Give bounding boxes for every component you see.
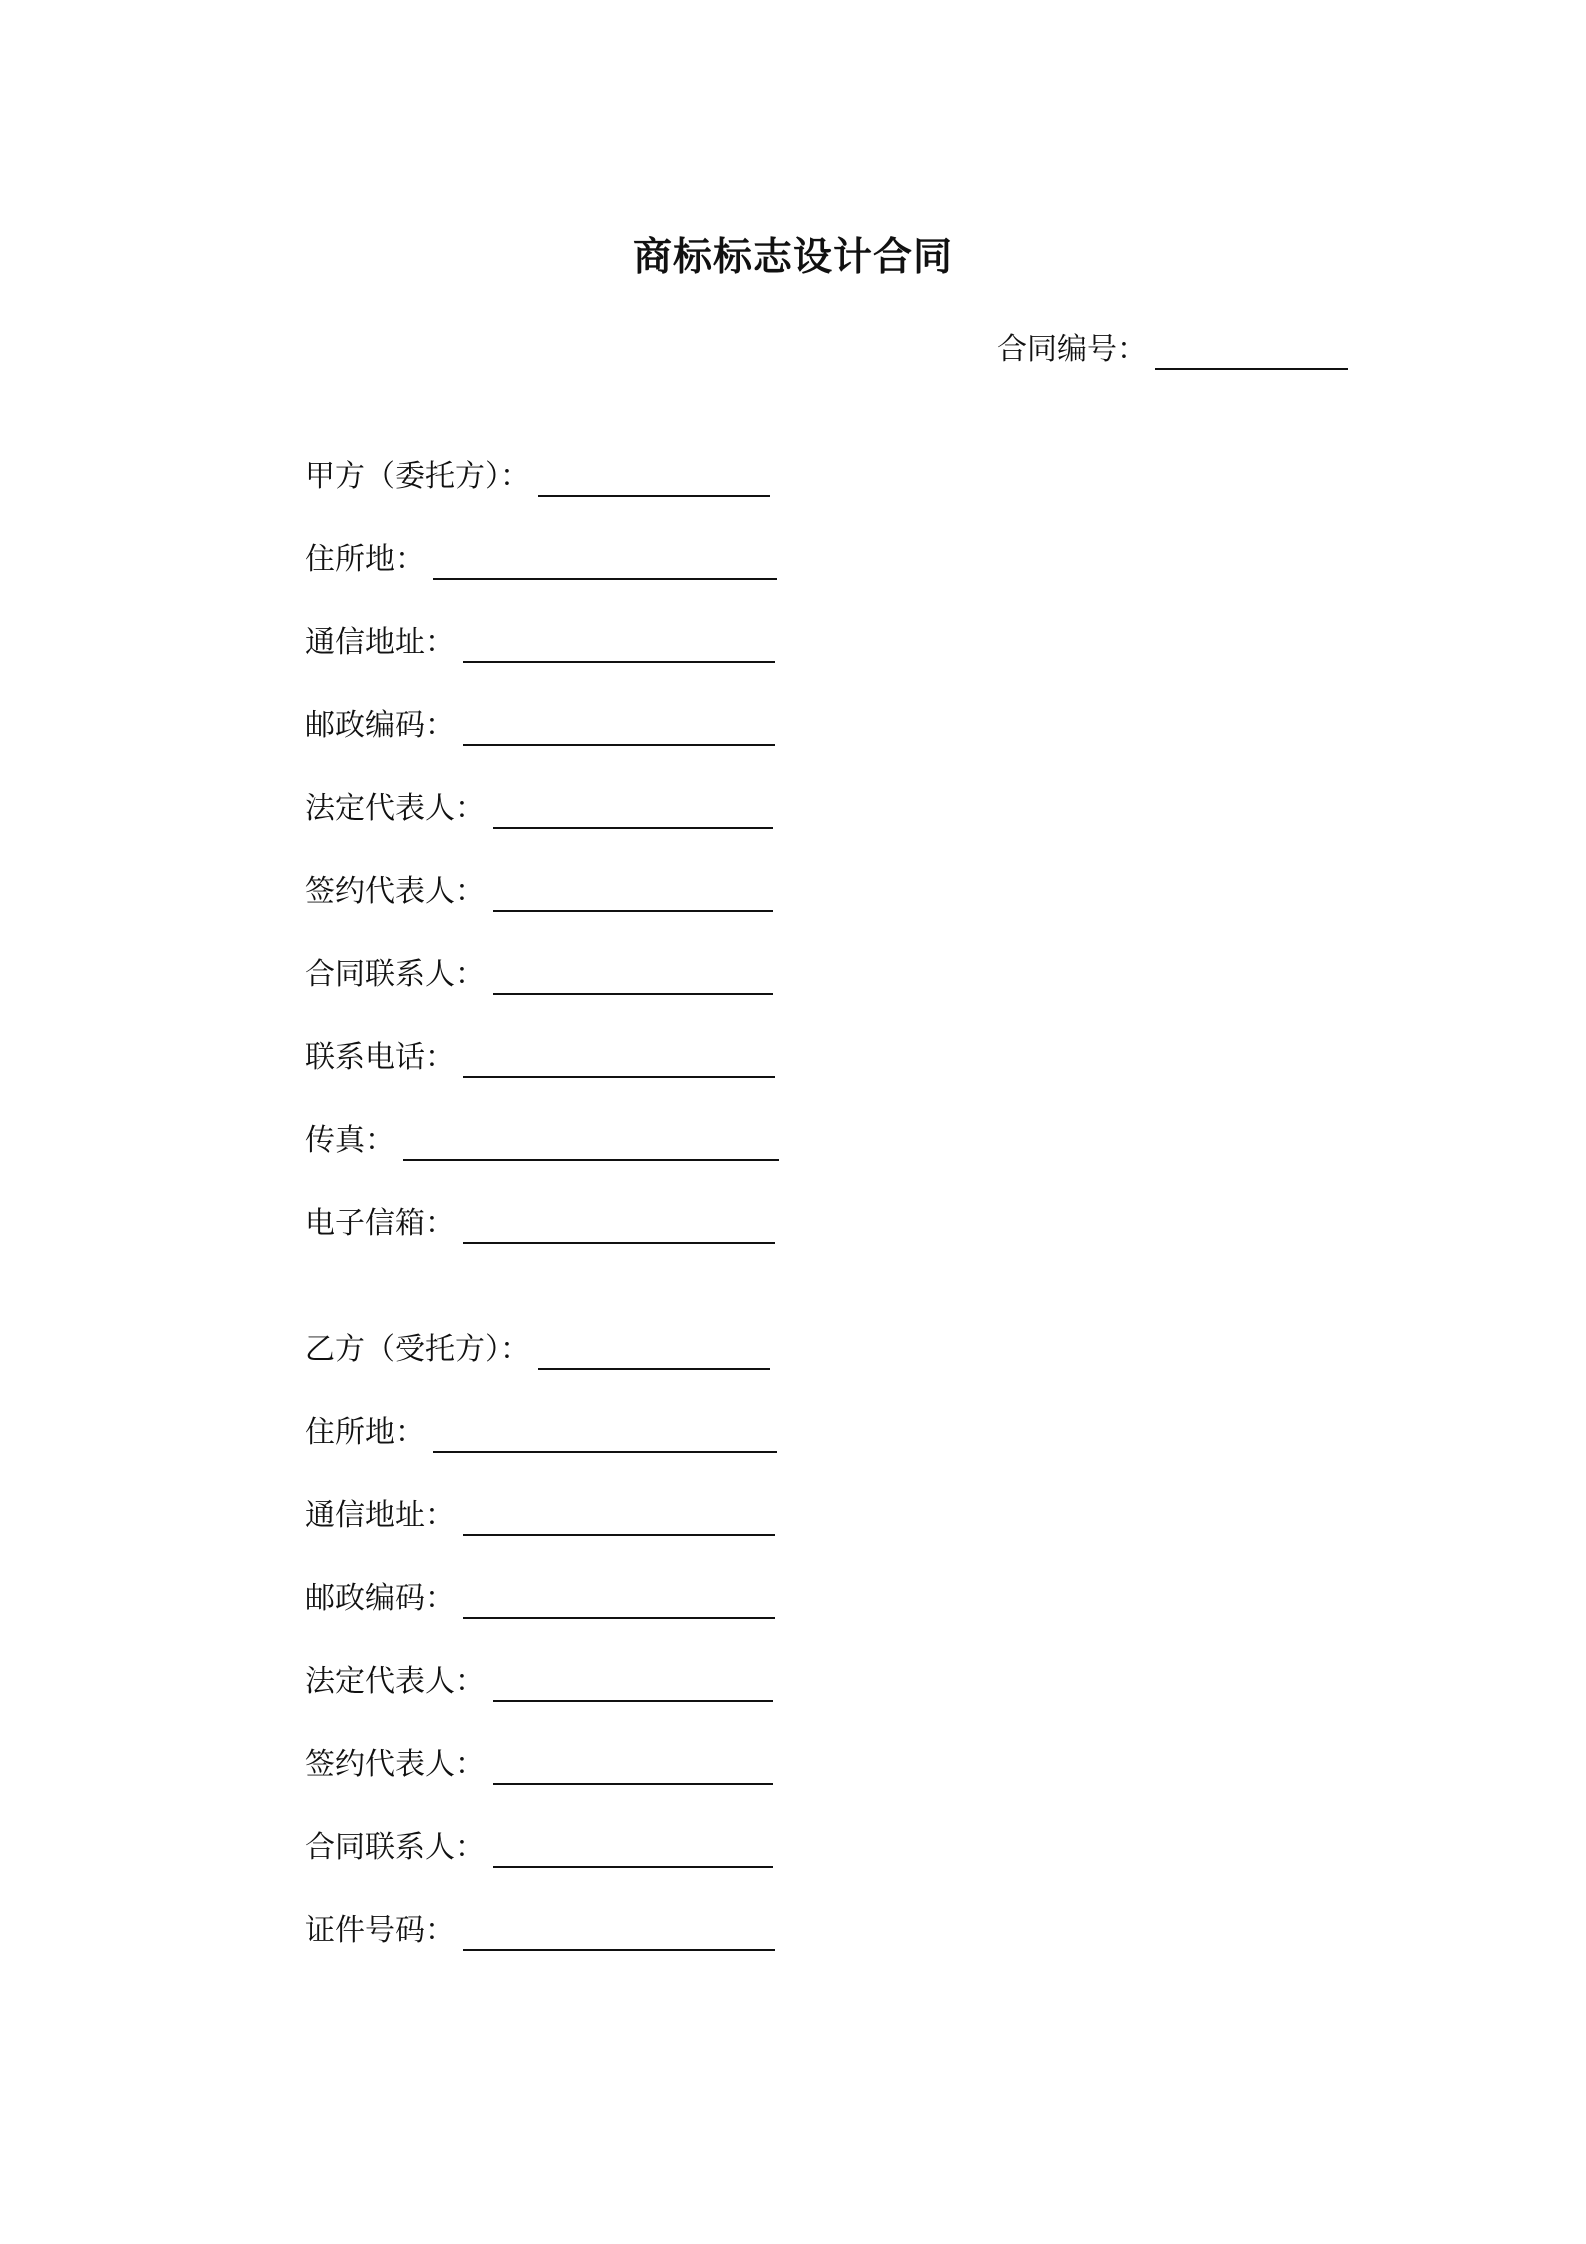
party-a-fax-blank[interactable]: [403, 1121, 779, 1161]
contract-number-row: [997, 330, 1348, 370]
field-label: 合同联系人：: [305, 1830, 485, 1865]
party-a-phone-row: [305, 1036, 775, 1078]
party-b-name-row: [305, 1328, 770, 1370]
party-a-address-blank[interactable]: [463, 623, 775, 663]
field-label: 住所地：: [305, 1415, 425, 1450]
party-b-address-blank[interactable]: [463, 1496, 775, 1536]
field-label: 邮政编码：: [305, 708, 455, 743]
field-label: 通信地址：: [305, 1498, 455, 1533]
party-a-name-blank[interactable]: [538, 457, 770, 497]
field-label: 签约代表人：: [305, 1747, 485, 1782]
contract-number-label: 合同编号：: [997, 332, 1147, 367]
party-a-signing-rep-row: [305, 870, 773, 912]
party-a-domicile-row: [305, 538, 777, 580]
party-b-contact-row: [305, 1826, 773, 1868]
field-label: 合同联系人：: [305, 957, 485, 992]
party-a-signing-rep-blank[interactable]: [493, 872, 773, 912]
party-b-legal-rep-row: [305, 1660, 773, 1702]
field-label: 甲方（委托方）：: [305, 459, 530, 494]
field-label: 通信地址：: [305, 625, 455, 660]
party-a-phone-blank[interactable]: [463, 1038, 775, 1078]
party-b-postcode-row: [305, 1577, 775, 1619]
field-label: 法定代表人：: [305, 1664, 485, 1699]
party-a-postcode-row: [305, 704, 775, 746]
field-label: 传真：: [305, 1123, 395, 1158]
party-b-signing-rep-row: [305, 1743, 773, 1785]
field-label: 住所地：: [305, 542, 425, 577]
field-label: 乙方（受托方）：: [305, 1332, 530, 1367]
party-b-contact-blank[interactable]: [493, 1828, 773, 1868]
field-label: 联系电话：: [305, 1040, 455, 1075]
party-b-signing-rep-blank[interactable]: [493, 1745, 773, 1785]
field-label: 签约代表人：: [305, 874, 485, 909]
party-a-legal-rep-blank[interactable]: [493, 789, 773, 829]
party-a-name-row: [305, 455, 770, 497]
party-a-postcode-blank[interactable]: [463, 706, 775, 746]
field-label: 证件号码：: [305, 1913, 455, 1948]
party-a-contact-blank[interactable]: [493, 955, 773, 995]
party-b-address-row: [305, 1494, 775, 1536]
party-b-name-blank[interactable]: [538, 1330, 770, 1370]
party-b-id-number-row: [305, 1909, 775, 1951]
party-b-legal-rep-blank[interactable]: [493, 1662, 773, 1702]
party-a-contact-row: [305, 953, 773, 995]
party-b-domicile-row: [305, 1411, 777, 1453]
field-label: 电子信箱：: [305, 1206, 455, 1241]
party-a-email-blank[interactable]: [463, 1204, 775, 1244]
contract-number-blank[interactable]: [1155, 330, 1348, 370]
party-b-domicile-blank[interactable]: [433, 1413, 777, 1453]
document-title: 商标标志设计合同: [632, 235, 953, 280]
field-label: 法定代表人：: [305, 791, 485, 826]
party-a-fax-row: [305, 1119, 779, 1161]
party-a-legal-rep-row: [305, 787, 773, 829]
party-b-postcode-blank[interactable]: [463, 1579, 775, 1619]
party-b-id-number-blank[interactable]: [463, 1911, 775, 1951]
field-label: 邮政编码：: [305, 1581, 455, 1616]
party-a-email-row: [305, 1202, 775, 1244]
party-a-domicile-blank[interactable]: [433, 540, 777, 580]
party-a-address-row: [305, 621, 775, 663]
